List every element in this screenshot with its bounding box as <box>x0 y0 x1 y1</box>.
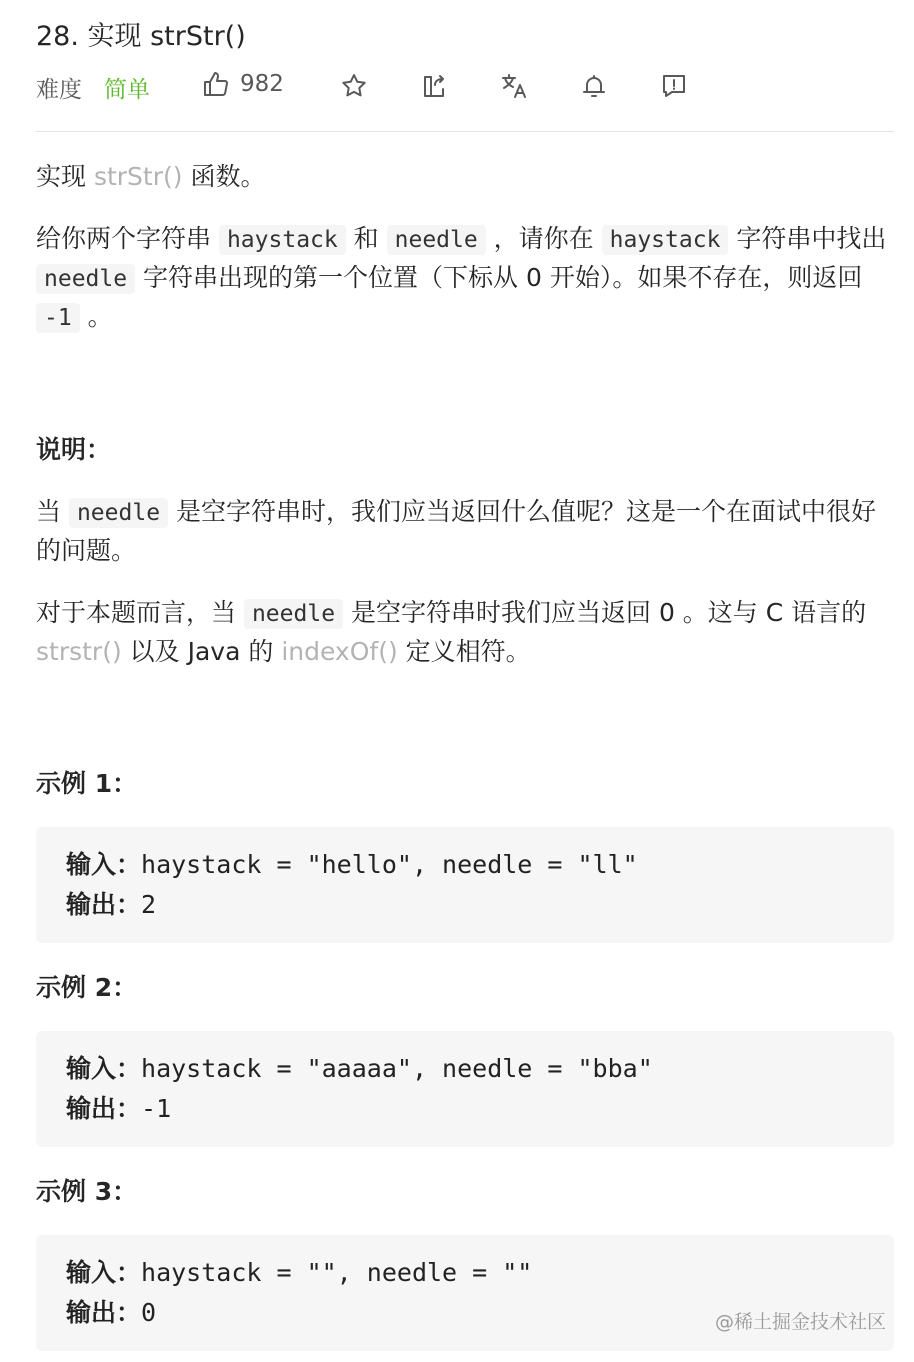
star-icon[interactable] <box>340 72 370 102</box>
strstr-link[interactable]: strStr() <box>93 162 183 191</box>
note-paragraph-2 <box>36 594 894 671</box>
text: 是空字符串时，我们应当返回什么值呢？这是一个在面试中很好的问题。 <box>36 497 876 565</box>
example-output-line <box>66 1089 864 1129</box>
difficulty-value: 简单 <box>104 77 150 103</box>
output-label: 输出： <box>66 1094 142 1123</box>
code-minus-one: -1 <box>36 303 80 333</box>
translate-icon[interactable] <box>500 72 530 102</box>
output-value: -1 <box>141 1094 172 1123</box>
problem-description <box>36 158 894 1351</box>
feedback-icon[interactable] <box>660 72 690 102</box>
example-3-heading: 示例 3： <box>36 1177 138 1206</box>
text: ，请你在 <box>485 224 602 253</box>
intro-paragraph <box>36 220 894 337</box>
text: 实现 <box>36 162 94 191</box>
code-needle: needle <box>387 225 486 255</box>
text: 是空字符串时我们应当返回 0 。这与 C 语言的 <box>343 598 867 627</box>
output-label: 输出： <box>66 890 142 919</box>
text: 当 <box>36 497 69 526</box>
code-needle: needle <box>69 498 168 528</box>
input-label: 输入： <box>66 1258 142 1287</box>
note-heading: 说明： <box>36 435 112 464</box>
text: 和 <box>345 224 387 253</box>
text: 字符串中找出 <box>728 224 887 253</box>
example-output-line <box>66 885 864 925</box>
example-input-line <box>66 1253 864 1293</box>
output-value: 0 <box>141 1298 157 1327</box>
code-haystack: haystack <box>602 225 729 255</box>
text: 函数。 <box>182 162 266 191</box>
like-count: 982 <box>240 71 284 97</box>
header-divider <box>36 131 894 132</box>
code-needle: needle <box>36 264 135 294</box>
code-needle: needle <box>244 599 343 629</box>
text: 定义相符。 <box>397 637 531 666</box>
strstr-c-link[interactable]: strstr() <box>36 637 122 666</box>
input-label: 输入： <box>66 850 142 879</box>
example-input-line <box>66 845 864 885</box>
input-value: haystack = "", needle = "" <box>141 1258 533 1287</box>
share-icon[interactable] <box>420 72 450 102</box>
note-paragraph-1 <box>36 493 894 570</box>
text: 给你两个字符串 <box>36 224 219 253</box>
problem-meta-bar <box>36 66 896 106</box>
intro-line <box>36 158 894 196</box>
input-label: 输入： <box>66 1054 142 1083</box>
example-2-block <box>36 1031 894 1147</box>
text: 。 <box>79 302 113 331</box>
example-1-heading: 示例 1： <box>36 769 138 798</box>
text: 对于本题而言，当 <box>36 598 244 627</box>
like-button[interactable] <box>202 70 284 98</box>
input-value: haystack = "aaaaa", needle = "bba" <box>141 1054 653 1083</box>
example-input-line <box>66 1049 864 1089</box>
input-value: haystack = "hello", needle = "ll" <box>141 850 638 879</box>
text: 以及 Java 的 <box>121 637 282 666</box>
output-label: 输出： <box>66 1298 142 1327</box>
example-1-block <box>36 827 894 943</box>
page-title: 28. 实现 strStr() <box>36 21 246 52</box>
thumbs-up-icon <box>202 70 230 98</box>
bell-icon[interactable] <box>580 72 610 102</box>
indexof-java-link[interactable]: indexOf() <box>281 637 398 666</box>
code-haystack: haystack <box>219 225 346 255</box>
difficulty-label: 难度 <box>36 77 82 103</box>
output-value: 2 <box>141 890 157 919</box>
example-2-heading: 示例 2： <box>36 973 138 1002</box>
text: 字符串出现的第一个位置（下标从 0 开始）。如果不存在，则返回 <box>135 263 863 292</box>
watermark: @稀土掘金技术社区 <box>714 1311 886 1333</box>
